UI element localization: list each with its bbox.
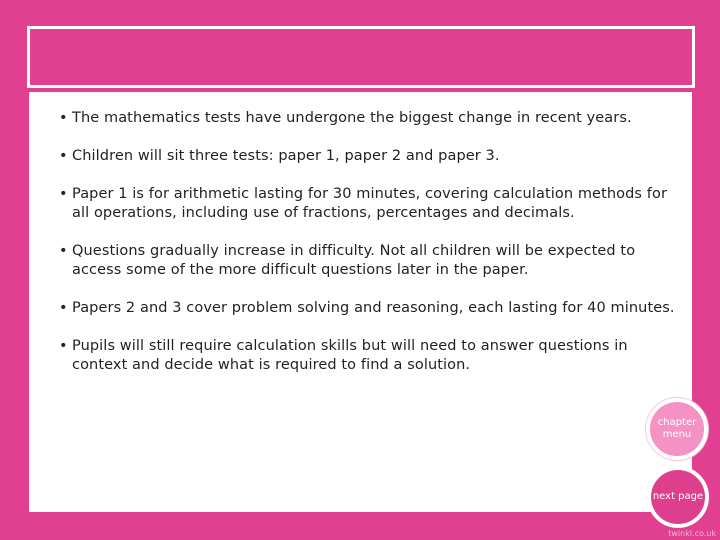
bullet-item: • Questions gradually increase in difficulty. Not all children will be expected to access some of the more difficult questions later in the paper.	[59, 242, 679, 280]
next-page-label: next page	[652, 491, 704, 502]
bullet-item: • The mathematics tests have undergone the biggest change in recent years.	[59, 109, 679, 128]
chapter-menu-button[interactable]	[646, 398, 708, 460]
bullet-item: • Pupils will still require calculation skills but will need to answer questions in context and decide what is required to find a solution.	[59, 337, 679, 375]
bullet-item: • Paper 1 is for arithmetic lasting for 30 minutes, covering calculation methods for all operations, including use of fractions, percentages and decimals.	[59, 185, 679, 223]
bullet-item: • Children will sit three tests: paper 1, paper 2 and paper 3.	[59, 147, 679, 166]
next-page-button[interactable]	[647, 466, 709, 528]
footer-brand: twinkl.co.uk	[668, 529, 716, 538]
chapter-menu-label: chapter menu	[657, 417, 697, 440]
bullet-item: • Papers 2 and 3 cover problem solving and reasoning, each lasting for 40 minutes.	[59, 299, 679, 318]
bullet-list	[59, 109, 679, 394]
content-panel	[29, 92, 692, 512]
title-box	[27, 26, 695, 88]
